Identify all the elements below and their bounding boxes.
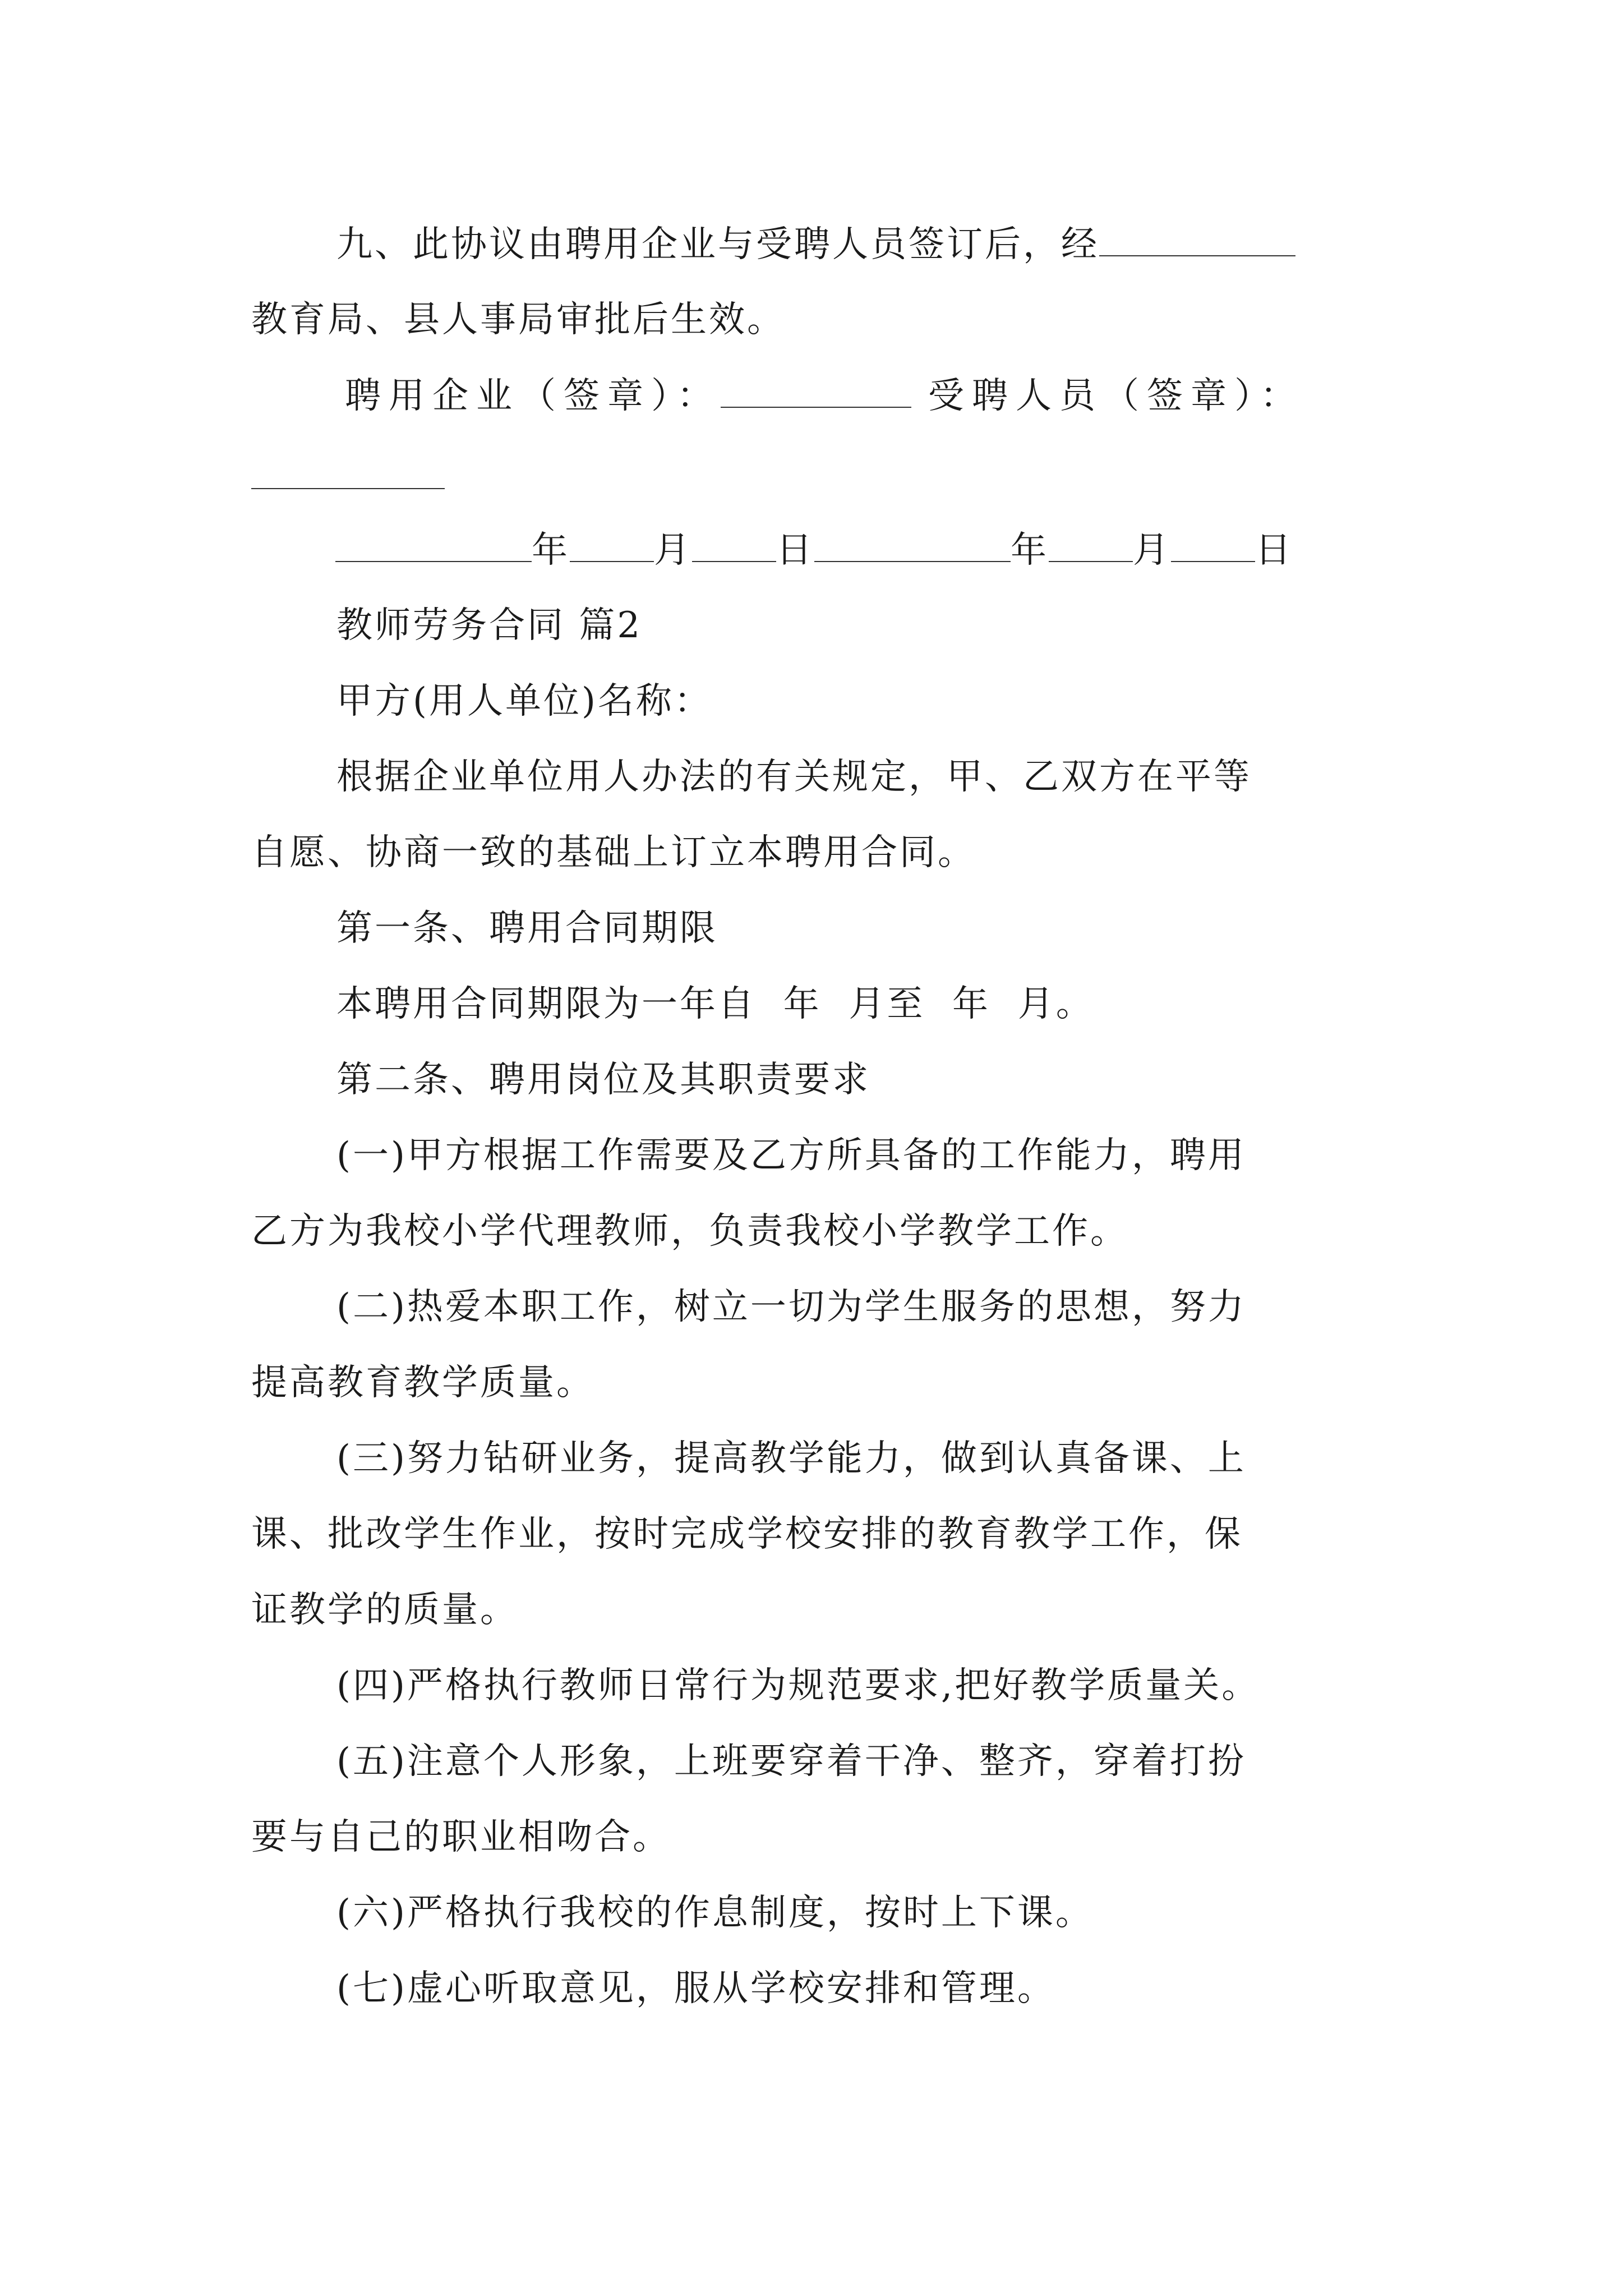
- employee-month-blank: [1049, 527, 1133, 562]
- article1-text: 本聘用合同期限为一年自 年 月至 年 月。: [336, 983, 1094, 1025]
- item2-line1: (二)热爱本职工作，树立一切为学生服务的思想，努力: [336, 1286, 1246, 1328]
- article2-title: 第二条、聘用岗位及其职责要求: [336, 1059, 870, 1101]
- day-label: 日: [776, 530, 814, 571]
- date-row: [335, 527, 1293, 573]
- item4: (四)严格执行教师日常行为规范要求,把好教学质量关。: [336, 1665, 1260, 1706]
- section-title: 教师劳务合同 篇2: [336, 605, 643, 646]
- clause9-line2: 教育局、县人事局审批后生效。: [251, 299, 785, 341]
- employer-signature-blank: [721, 373, 911, 408]
- employer-signature-label: 聘用企业（签章）：: [345, 375, 721, 417]
- signature-row: [345, 373, 1304, 418]
- employee-signature-blank: [251, 454, 445, 489]
- item3-line2: 课、批改学生作业，按时完成学校安排的教育教学工作，保: [251, 1513, 1243, 1555]
- year-label: 年: [532, 530, 570, 571]
- preamble-line1: 根据企业单位用人办法的有关规定，甲、乙双方在平等: [336, 756, 1252, 798]
- item5-line1: (五)注意个人形象，上班要穿着干净、整齐，穿着打扮: [336, 1741, 1246, 1782]
- item1-line1: (一)甲方根据工作需要及乙方所具备的工作能力，聘用: [336, 1135, 1246, 1176]
- item2-line2: 提高教育教学质量。: [251, 1362, 594, 1404]
- month-label: 月: [1133, 530, 1171, 571]
- employer-year-blank: [335, 527, 532, 562]
- day-label: 日: [1255, 530, 1293, 571]
- clause9-text: 九、此协议由聘用企业与受聘人员签订后，经: [336, 224, 1099, 265]
- item5-line2: 要与自己的职业相吻合。: [251, 1816, 671, 1858]
- party-a-name: 甲方(用人单位)名称：: [336, 680, 712, 722]
- preamble-line2: 自愿、协商一致的基础上订立本聘用合同。: [251, 832, 976, 873]
- article1-title: 第一条、聘用合同期限: [336, 908, 718, 949]
- item1-line2: 乙方为我校小学代理教师，负责我校小学教学工作。: [251, 1211, 1128, 1252]
- approval-authority-blank: [1099, 222, 1295, 256]
- item7: (七)虚心听取意见，服从学校安排和管理。: [336, 1968, 1055, 2009]
- item3-line1: (三)努力钻研业务，提高教学能力，做到认真备课、上: [336, 1438, 1246, 1479]
- employer-day-blank: [692, 527, 776, 562]
- employee-signature-label: 受聘人员（签章）：: [928, 375, 1304, 417]
- employee-year-blank: [814, 527, 1011, 562]
- month-label: 月: [654, 530, 692, 571]
- employee-signature-blank-line: [251, 454, 445, 488]
- year-label: 年: [1011, 530, 1049, 571]
- employer-month-blank: [570, 527, 654, 562]
- employee-day-blank: [1171, 527, 1255, 562]
- clause9-line1: [336, 222, 1295, 267]
- item3-line3: 证教学的质量。: [251, 1589, 518, 1631]
- item6: (六)严格执行我校的作息制度，按时上下课。: [336, 1892, 1094, 1934]
